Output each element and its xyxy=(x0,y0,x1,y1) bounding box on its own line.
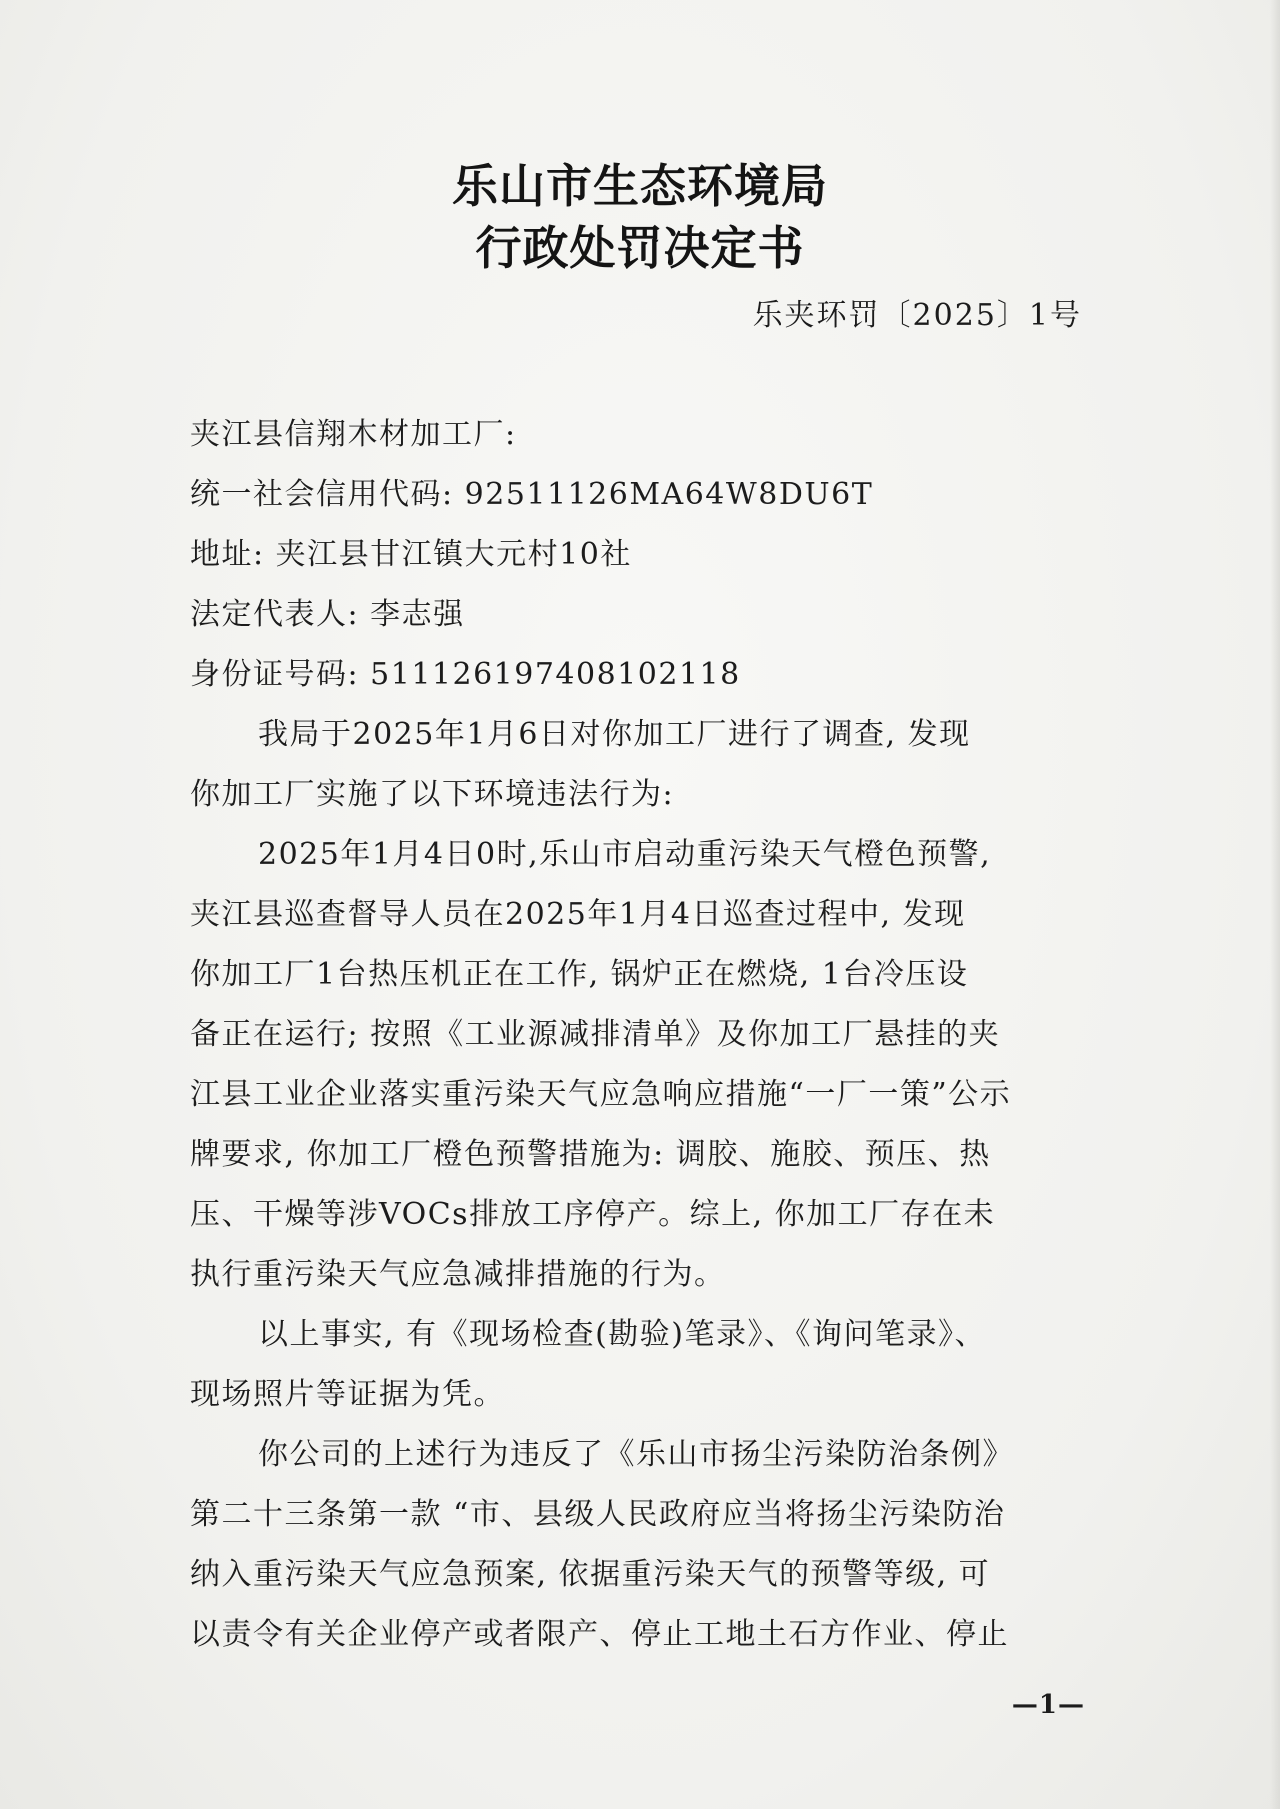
page-number: —1— xyxy=(1011,1690,1085,1720)
paragraph-line: 以责令有关企业停产或者限产、停止工地土石方作业、停止 xyxy=(190,1617,1009,1652)
document-body xyxy=(190,405,1085,1665)
paragraph-line: 2025年1月4日0时,乐山市启动重污染天气橙色预警, xyxy=(258,837,992,872)
document-title xyxy=(0,155,1280,279)
party-id-number: 身份证号码: 511126197408102118 xyxy=(190,657,741,692)
party-address: 地址: 夹江县甘江镇大元村10社 xyxy=(190,537,632,572)
paragraph-line: 压、干燥等涉VOCs排放工序停产。综上, 你加工厂存在未 xyxy=(190,1197,996,1232)
paragraph-investigation xyxy=(190,705,1085,825)
title-doc-type: 行政处罚决定书 xyxy=(475,221,805,275)
document-number: 乐夹环罚〔2025〕1号 xyxy=(752,298,1082,333)
paragraph-line: 执行重污染天气应急减排措施的行为。 xyxy=(190,1257,726,1292)
paragraph-evidence xyxy=(190,1305,1085,1425)
paragraph-line: 我局于2025年1月6日对你加工厂进行了调查, 发现 xyxy=(258,717,971,752)
paragraph-line: 夹江县巡查督导人员在2025年1月4日巡查过程中, 发现 xyxy=(190,897,966,932)
party-name: 夹江县信翔木材加工厂: xyxy=(190,417,517,452)
paragraph-line: 以上事实, 有《现场检查(勘验)笔录》、《询问笔录》、 xyxy=(258,1317,986,1352)
paragraph-line: 纳入重污染天气应急预案, 依据重污染天气的预警等级, 可 xyxy=(190,1557,991,1592)
party-credit-code: 统一社会信用代码: 92511126MA64W8DU6T xyxy=(190,477,874,512)
paragraph-line: 江县工业企业落实重污染天气应急响应措施“一厂一策”公示 xyxy=(190,1077,1012,1112)
paragraph-line: 第二十三条第一款 “市、县级人民政府应当将扬尘污染防治 xyxy=(190,1497,1006,1532)
paragraph-line: 你加工厂1台热压机正在工作, 锅炉正在燃烧, 1台冷压设 xyxy=(190,957,969,992)
paragraph-line: 现场照片等证据为凭。 xyxy=(190,1377,505,1412)
paragraph-violation xyxy=(190,1425,1085,1665)
paragraph-line: 你公司的上述行为违反了《乐山市扬尘污染防治条例》 xyxy=(258,1437,1014,1472)
party-legal-rep: 法定代表人: 李志强 xyxy=(190,597,465,632)
paragraph-line: 你加工厂实施了以下环境违法行为: xyxy=(190,777,675,812)
title-agency: 乐山市生态环境局 xyxy=(452,159,828,213)
paragraph-line: 备正在运行; 按照《工业源减排清单》及你加工厂悬挂的夹 xyxy=(190,1017,1001,1052)
paragraph-line: 牌要求, 你加工厂橙色预警措施为: 调胶、施胶、预压、热 xyxy=(190,1137,991,1172)
paragraph-facts xyxy=(190,825,1085,1305)
